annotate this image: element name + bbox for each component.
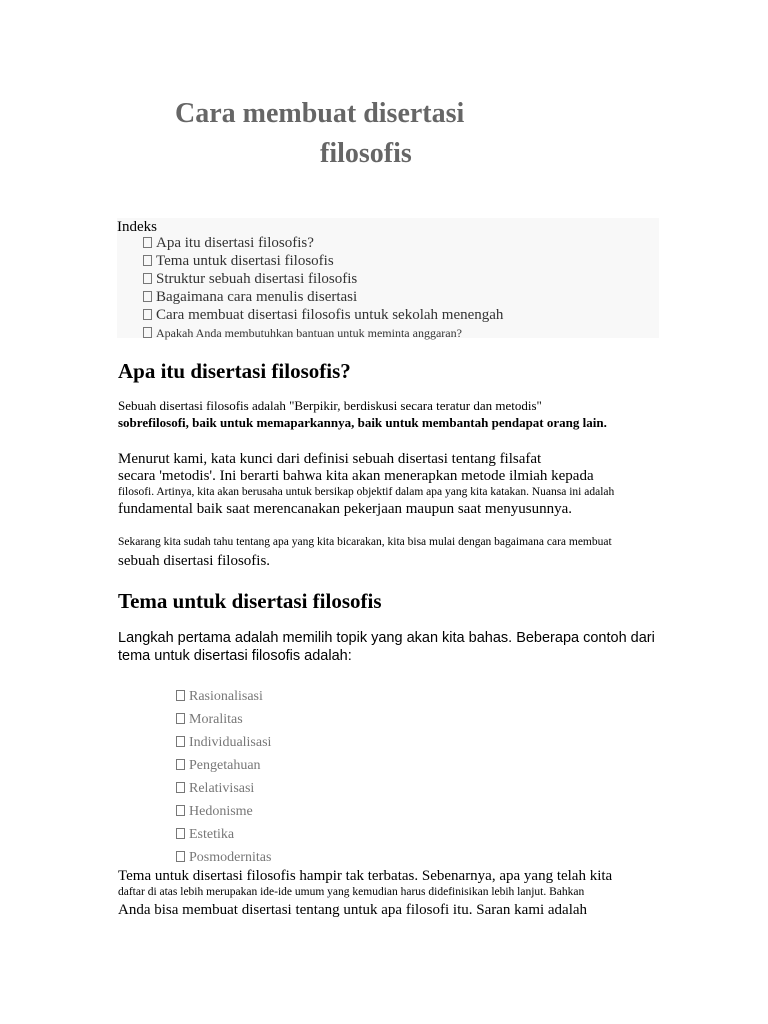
section-heading-tema: Tema untuk disertasi filosofis	[118, 589, 382, 613]
bullet-icon	[143, 273, 152, 284]
table-of-contents	[117, 218, 659, 338]
list-item	[176, 757, 271, 780]
index-item-label: Apa itu disertasi filosofis?	[156, 235, 314, 251]
list-item-label: Rasionalisasi	[189, 689, 263, 704]
index-item[interactable]	[143, 306, 503, 324]
bullet-icon	[143, 309, 152, 320]
index-item-label: Cara membuat disertasi filosofis untuk sekolah menengah	[156, 307, 504, 323]
list-item-label: Moralitas	[189, 712, 243, 727]
index-item-label: Tema untuk disertasi filosofis	[156, 253, 334, 269]
bullet-icon	[176, 759, 185, 770]
bullet-icon	[176, 851, 185, 862]
paragraph-line: Sekarang kita sudah tahu tentang apa yang kita bicarakan, kita bisa mulai dengan bagaimana cara membuat	[118, 536, 612, 548]
index-list	[143, 234, 503, 342]
list-item	[176, 734, 271, 757]
paragraph-line: Sebuah disertasi filosofis adalah "Berpikir, berdiskusi secara teratur dan metodis"	[118, 398, 542, 413]
page-title-line-2: filosofis	[320, 138, 412, 169]
index-item[interactable]	[143, 252, 503, 270]
list-item-label: Posmodernitas	[189, 850, 272, 865]
bullet-icon	[176, 690, 185, 701]
paragraph-line: sebuah disertasi filosofis.	[118, 553, 271, 569]
bullet-icon	[143, 327, 152, 338]
topic-list	[176, 688, 271, 872]
index-label: Indeks	[117, 219, 157, 235]
paragraph-line-bold: sobrefilosofi, baik untuk memaparkannya, baik untuk membantah pendapat orang lain.	[118, 415, 607, 430]
paragraph-line: Anda bisa membuat disertasi tentang untuk apa filosofi itu. Saran kami adalah	[118, 902, 588, 918]
paragraph-line: Tema untuk disertasi filosofis hampir tak terbatas. Sebenarnya, apa yang telah kita	[118, 868, 613, 884]
list-item	[176, 826, 271, 849]
list-item	[176, 780, 271, 803]
index-item-label: Struktur sebuah disertasi filosofis	[156, 271, 358, 287]
index-item[interactable]	[143, 288, 503, 306]
bullet-icon	[176, 805, 185, 816]
list-item	[176, 803, 271, 826]
index-item[interactable]	[143, 324, 503, 342]
bullet-icon	[143, 237, 152, 248]
list-item-label: Pengetahuan	[189, 758, 261, 773]
index-item[interactable]	[143, 234, 503, 252]
paragraph-line: Menurut kami, kata kunci dari definisi sebuah disertasi tentang filsafat	[118, 451, 542, 467]
index-item-label: Apakah Anda membutuhkan bantuan untuk meminta anggaran?	[156, 326, 462, 340]
list-item-label: Individualisasi	[189, 735, 272, 750]
list-item	[176, 688, 271, 711]
list-item	[176, 711, 271, 734]
list-item-label: Relativisasi	[189, 781, 255, 796]
paragraph-line: fundamental baik saat merencanakan pekerjaan maupun saat menyusunnya.	[118, 501, 572, 517]
paragraph-line: filosofi. Artinya, kita akan berusaha untuk bersikap objektif dalam apa yang kita katakan. Nuansa ini adalah	[118, 486, 615, 498]
list-item-label: Estetika	[189, 827, 235, 842]
index-item[interactable]	[143, 270, 503, 288]
index-item-label: Bagaimana cara menulis disertasi	[156, 289, 358, 305]
page-title-line-1: Cara membuat disertasi	[175, 98, 465, 129]
paragraph-line: Langkah pertama adalah memilih topik yang akan kita bahas. Beberapa contoh dari	[118, 630, 655, 646]
bullet-icon	[143, 291, 152, 302]
bullet-icon	[176, 736, 185, 747]
list-item-label: Hedonisme	[189, 804, 253, 819]
bullet-icon	[143, 255, 152, 266]
paragraph-line: secara 'metodis'. Ini berarti bahwa kita akan menerapkan metode ilmiah kepada	[118, 468, 594, 484]
bullet-icon	[176, 713, 185, 724]
paragraph-line: tema untuk disertasi filosofis adalah:	[118, 648, 352, 664]
bullet-icon	[176, 782, 185, 793]
paragraph-line: daftar di atas lebih merupakan ide-ide umum yang kemudian harus didefinisikan lebih lanjut. Bahkan	[118, 886, 585, 898]
bullet-icon	[176, 828, 185, 839]
section-heading-apa-itu: Apa itu disertasi filosofis?	[118, 359, 351, 383]
